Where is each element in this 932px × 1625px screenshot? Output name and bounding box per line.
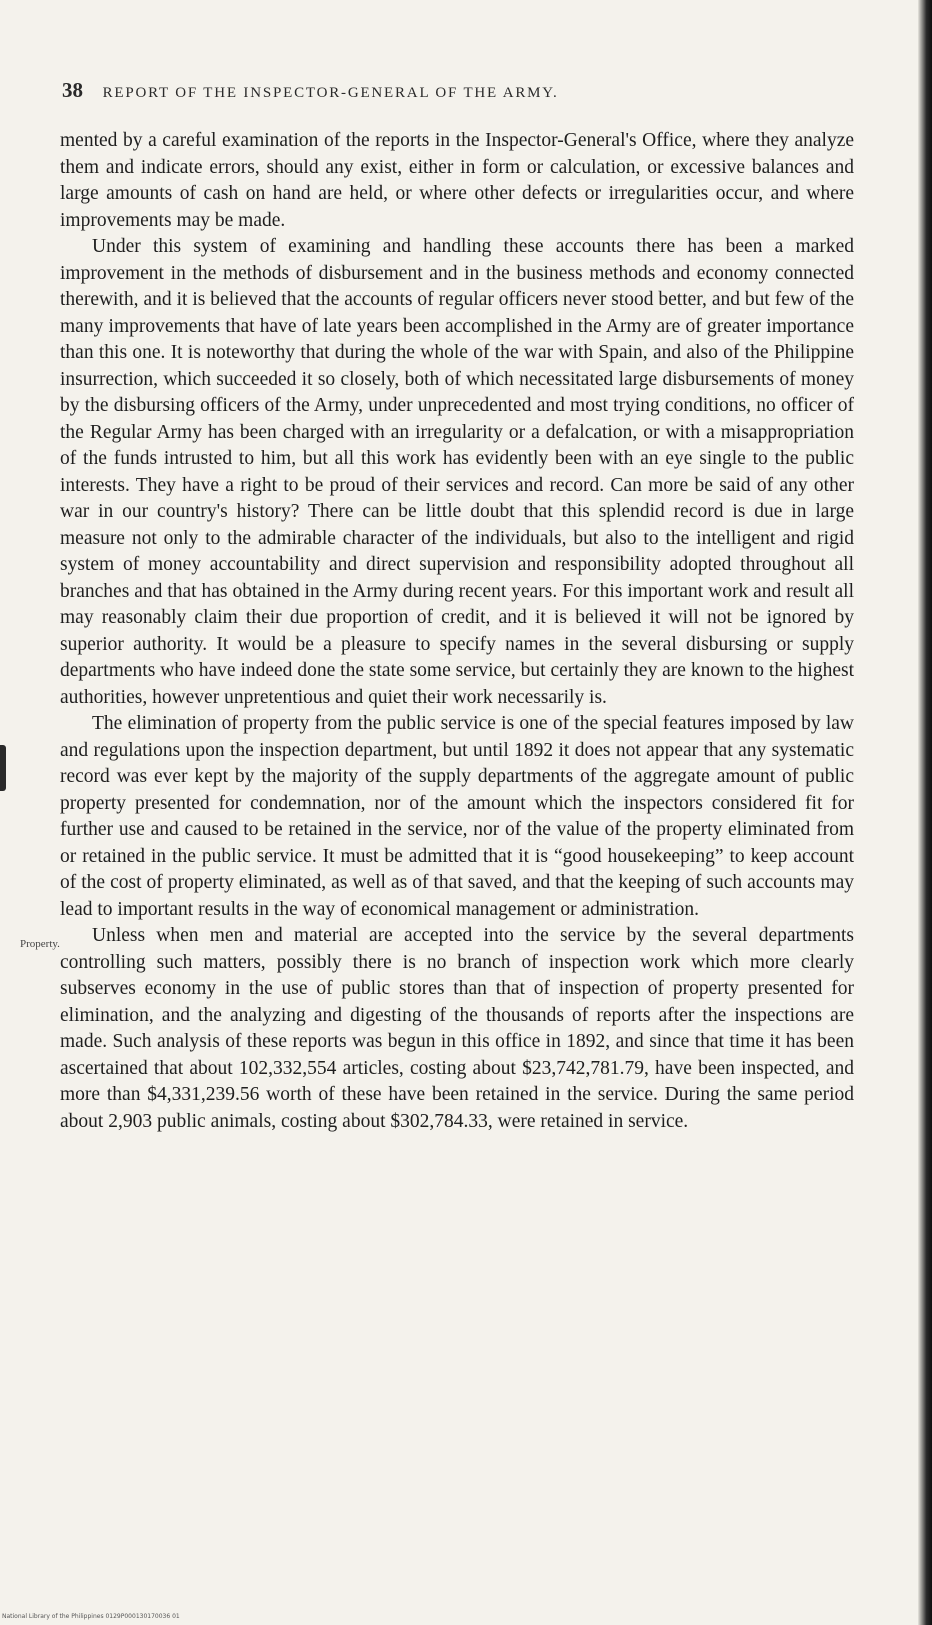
page-edge-shadow [918,0,932,1625]
paragraph-3: The elimination of property from the public service is one of the special features imposed by law and regulations upon the inspection department, but until 1892 it does not appear that any systematic record was ever kept by the majority of the supply departments of the aggregate amount of public property presented for condemnation, nor of the amount which the inspectors considered fit for further use and caused to be retained in the service, nor of the value of the property eliminated from or retained in the public service. It must be admitted that it is “good housekeeping” to keep account of the cost of property eliminated, as well as of that saved, and that the keeping of such accounts may lead to important results in the way of economical management or administration. [60,713,854,920]
paragraph-4: Unless when men and material are accepted into the service by the several departments controlling such matters, possibly there is no branch of inspection work which more clearly subserves economy in the use of public stores than that of inspection of property presented for elimination, and the analyzing and digesting of the thousands of reports after the inspections are made. Such analysis of these reports was begun in this office in 1892, and since that time it has been ascertained that about 102,332,554 articles, costing about $23,742,781.79, have been inspected, and more than $4,331,239.56 worth of these have been retained in the service. During the same period about 2,903 public animals, costing about $302,784.33, were retained in service. [60,925,854,1132]
paragraph-1: mented by a careful examination of the reports in the Inspector-General's Office, where they analyze them and indicate errors, should any exist, either in form or calculation, or excessive balances and large amounts of cash on hand are held, or where other defects or irregularities occur, and where improvements may be made. [60,130,854,231]
running-title: REPORT OF THE INSPECTOR-GENERAL OF THE ARMY. [102,85,559,101]
footer-stamp: National Library of the Philippines 0129P000130170036 01 [2,1613,180,1620]
binding-mark [0,745,6,791]
body-text [60,128,854,1135]
paragraph-2: Under this system of examining and handling these accounts there has been a marked improvement in the methods of disbursement and in the business methods and economy connected therewith, and it is believed that the accounts of regular officers never stood better, and but few of the many improvements that have of late years been accomplished in the Army are of greater importance than this one. It is noteworthy that during the whole of the war with Spain, and also of the Philippine insurrection, which succeeded it so closely, both of which necessitated large disbursements of money by the disbursing officers of the Army, under unprecedented and most trying conditions, no officer of the Regular Army has been charged with an irregularity or a defalcation, or with a misappropriation of the funds intrusted to him, but all this work has evidently been with an eye single to the public interests. They have a right to be proud of their services and record. Can more be said of any other war in our country's history? There can be little doubt that this splendid record is due in large measure not only to the admirable character of the individuals, but also to the intelligent and rigid system of money accountability and direct supervision and responsibility adopted throughout all branches and that has obtained in the Army during recent years. For this important work and result all may reasonably claim their due proportion of credit, and it is believed it will not be ignored by superior authority. It would be a pleasure to specify names in the several disbursing or supply departments who have indeed done the state some service, but certainly they are known to the highest authorities, however unpretentious and quiet their work necessarily is. [60,236,854,708]
page-number: 38 [62,78,83,102]
margin-note-property: Property. [20,938,60,950]
page-header [62,78,862,103]
